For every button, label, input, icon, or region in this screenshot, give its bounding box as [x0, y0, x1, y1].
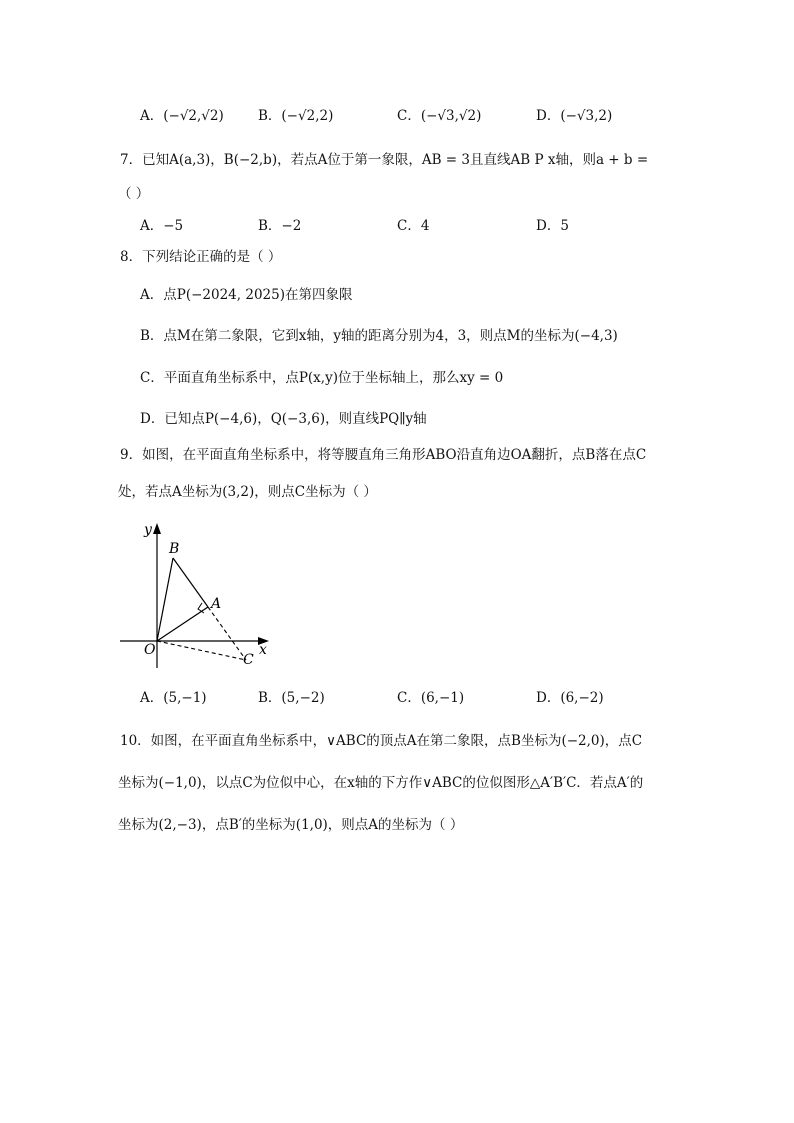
q7-option-a: A．−5 [140, 218, 184, 234]
q7-options [0, 214, 794, 238]
origin-label: O [144, 642, 156, 658]
q6-option-d: D．(−√3,2) [536, 108, 613, 124]
q8-option-d: D．已知点P(−4,6)，Q(−3,6)，则直线PQ∥y轴 [140, 411, 427, 427]
q6-option-a: A．(−√2,√2) [140, 108, 224, 124]
q10-stem-line1 [0, 729, 794, 753]
q6-options [0, 104, 794, 128]
q10-stem-line3 [0, 813, 794, 837]
point-c-label: C [243, 652, 254, 668]
q9-text-line2: 处，若点A坐标为(3,2)，则点C坐标为（ ） [118, 484, 377, 500]
q9-text-line1: 9．如图，在平面直角坐标系中，将等腰直角三角形ABO沿直角边OA翻折，点B落在点C [120, 447, 647, 463]
q7-text-line2: （ ） [118, 186, 150, 202]
q7-text-line1: 7．已知A(a,3)，B(−2,b)，若点A位于第一象限，AB = 3且直线AB P x轴，则a + b = [120, 152, 649, 168]
q9-options [0, 686, 794, 710]
x-axis-label: x [259, 642, 267, 658]
q7-stem-line2 [0, 182, 794, 206]
q8-option-a: A．点P(−2024, 2025)在第四象限 [140, 287, 353, 303]
right-angle-mark [198, 603, 204, 613]
q8-option-b-row [0, 324, 794, 348]
q6-option-c: C．(−√3,√2) [397, 108, 482, 124]
segment-oa [157, 607, 208, 641]
q10-text-line3: 坐标为(2,−3)，点B′的坐标为(1,0)，则点A的坐标为（ ） [118, 817, 464, 833]
q9-option-d: D．(6,−2) [536, 690, 604, 706]
y-axis-label: y [144, 522, 152, 538]
point-b-label: B [169, 541, 180, 557]
q8-option-b: B．点M在第二象限，它到x轴，y轴的距离分别为4，3，则点M的坐标为(−4,3) [140, 328, 618, 344]
q7-option-c: C．4 [397, 218, 430, 234]
q9-option-c: C．(6,−1) [397, 690, 465, 706]
q9-figure [116, 520, 276, 670]
segment-ba [173, 558, 208, 607]
segment-ac-dashed [208, 607, 246, 660]
q8-stem [0, 245, 794, 269]
q8-option-d-row [0, 407, 794, 431]
q9-stem-line2 [0, 480, 794, 504]
q8-text: 8．下列结论正确的是（ ） [120, 249, 282, 265]
q9-stem-line1 [0, 443, 794, 467]
q10-text-line2: 坐标为(−1,0)，以点C为位似中心，在x轴的下方作∨ABC的位似图形△A′B′C．若点A′的 [118, 775, 644, 791]
segment-ob [157, 558, 173, 641]
q7-option-b: B．−2 [258, 218, 302, 234]
q9-option-a: A．(5,−1) [140, 690, 207, 706]
q8-option-a-row [0, 283, 794, 307]
q7-option-d: D．5 [536, 218, 569, 234]
y-axis-arrow-icon [153, 523, 161, 534]
point-a-label: A [211, 596, 222, 612]
q8-option-c: C．平面直角坐标系中，点P(x,y)位于坐标轴上，那么xy = 0 [140, 370, 504, 386]
q7-stem-line1 [0, 148, 794, 172]
segment-oc-dashed [157, 641, 246, 660]
q10-text-line1: 10．如图，在平面直角坐标系中，∨ABC的顶点A在第二象限，点B坐标为(−2,0)，点C [120, 733, 643, 749]
q10-stem-line2 [0, 771, 794, 795]
q9-option-b: B．(5,−2) [258, 690, 325, 706]
q8-option-c-row [0, 366, 794, 390]
q6-option-b: B．(−√2,2) [258, 108, 334, 124]
